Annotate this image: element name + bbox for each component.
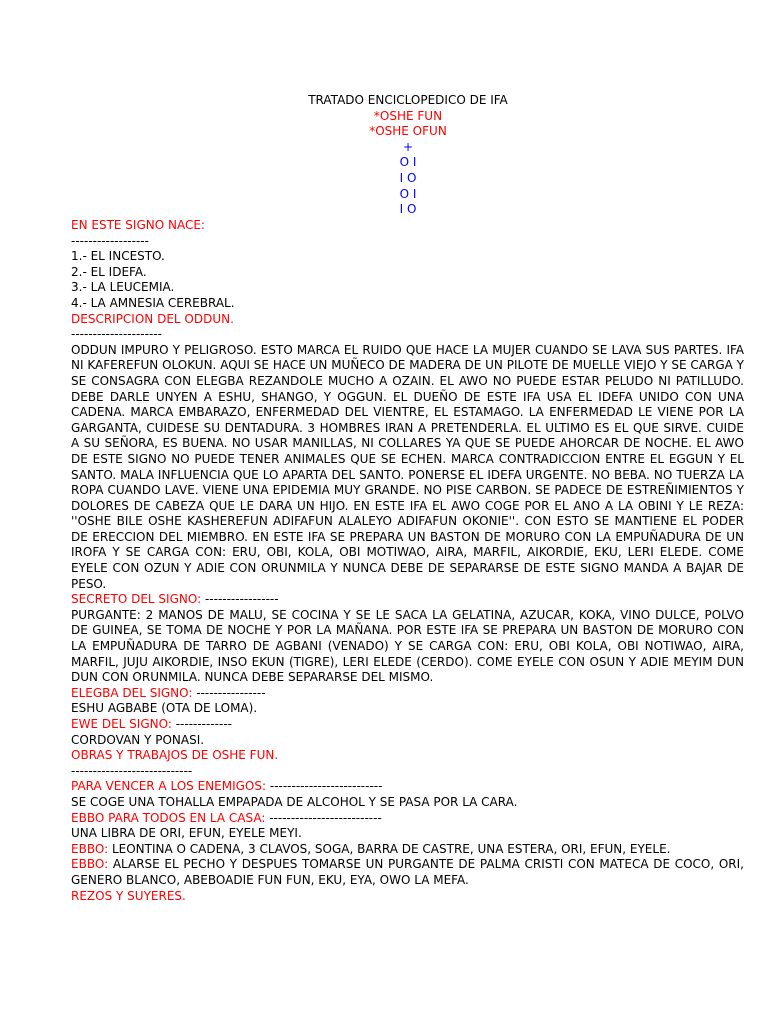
ebbo-label: EBBO: <box>71 841 109 856</box>
secreto-paragraph: PURGANTE: 2 MANOS DE MALU, SE COCINA Y SE LE SACA LA GELATINA, AZUCAR, KOKA, VINO DULCE, POLVO DE GUINEA, SE TOMA DE NOCHE Y POR LA MAÑANA. POR ESTE IFA SE PREPARA UN BASTON DE MORURO CON LA EMPUÑADURA DE TARRO DE AGBANI (VENADO) Y SE CARGA CON: ERU, OBI KOLA, OBI NOTIWAO, AIRA, MARFIL, JUJU AIKORDIE, INSO EKUN (TIGRE), LERI ELEDE (CERDO). COME EYELE CON OSUN Y ADIE MEYIM DUN DUN CON ORUNMILA. NUNCA DEBE SEPARARSE DEL MISMO. <box>71 607 744 685</box>
document-body <box>71 218 744 904</box>
section-heading-row-secreto <box>71 592 744 608</box>
ebbo-casa-text: UNA LIBRA DE ORI, EFUN, EYELE MEYI. <box>71 826 302 841</box>
descripcion-paragraph: ODDUN IMPURO Y PELIGROSO. ESTO MARCA EL RUIDO QUE HACE LA MUJER CUANDO SE LAVA SUS PARTES. IFA NI KAFEREFUN OLOKUN. AQUI SE HACE UN MUÑECO DE MADERA DE UN PILOTE DE MUELLE VIEJO Y SE CARGA Y SE CONSAGRA CON ELEGBA REZANDOLE MUCHO A OZAIN. EL AWO NO PUEDE ESTAR PELUDO NI PATILLUDO. DEBE DARLE UNYEN A ESHU, SHANGO, Y OGGUN. EL DUEÑO DE ESTE IFA USA EL IDEFA UNIDO CON UNA CADENA. MARCA EMBARAZO, ENFERMEDAD DEL VIENTRE, EL ESTAMAGO. LA ENFERMEDAD LE VIENE POR LA GARGANTA, CUIDESE SU DENTADURA. 3 HOMBRES IRAN A PRETENDERLA. EL ULTIMO ES EL QUE SIRVE. CUIDE A SU SEÑORA, ES BUENA. NO USAR MANILLAS, NI COLLARES YA QUE SE PUEDE AHORCAR DE NOCHE. EL AWO DE ESTE SIGNO NO PUEDE TENER ANIMALES QUE SE ECHEN. MARCA CONTRADICCION ENTRE EL EGGUN Y EL SANTO. MALA INFLUENCIA QUE LO APARTA DEL SANTO. PONERSE EL IDEFA URGENTE. NO BEBA. NO TUERZA LA ROPA CUANDO LAVE. VIENE UNA EPIDEMIA MUY GRANDE. NO PISE CARBON. SE PADECE DE ESTREÑIMIENTOS Y DOLORES DE CABEZA QUE LE DARA UN HIJO. EN ESTE IFA EL AWO COGE POR EL ANO A LA OBINI Y LE REZA: ''OSHE BILE OSHE KASHEREFUN ADIFAFUN ALALEYO ADIFAFUN OKONIE''. CON ESTO SE MANTIENE EL PODER DE ERECCION DEL MIEMBRO. EN ESTE IFA SE PREPARA UN BASTON DE MORURO CON LA EMPUÑADURA DE UN IROFA Y SE CARGA CON: ERU, OBI, KOLA, OBI MOTIWAO, AIRA, MARFIL, AIKORDIE, EKU, LERI ELEDE. COME EYELE CON OZUN Y ADIE CON ORUNMILA Y NUNCA DEBE DE SEPARARSE DE ESTE SIGNO MANDA A BAJAR DE PESO. <box>71 342 744 591</box>
sign-name-oshe-ofun: *OSHE OFUN <box>369 124 447 139</box>
section-rule: ------------------ <box>71 233 149 248</box>
section-rule: ---------------------------- <box>71 763 193 778</box>
list-item: 4.- LA AMNESIA CEREBRAL. <box>71 295 235 310</box>
section-rule: --------------------- <box>71 327 162 342</box>
sign-mark-3: O I <box>399 186 417 201</box>
elegba-text: ESHU AGBABE (OTA DE LOMA). <box>71 701 258 716</box>
list-item: 2.- EL IDEFA. <box>71 264 147 279</box>
ebbo-entry-1 <box>71 842 744 858</box>
section-heading-nace: EN ESTE SIGNO NACE: <box>71 218 205 232</box>
section-heading-row-vencer <box>71 779 744 795</box>
section-heading-row-ebbo-casa <box>71 811 744 827</box>
ebbo-text: ALARSE EL PECHO Y DESPUES TOMARSE UN PURGANTE DE PALMA CRISTI CON MATECA DE COCO, ORI, GENERO BLANCO, ABEBOADIE FUN FUN, EKU, EYA, OWO LA MEFA. <box>71 857 744 887</box>
section-heading-secreto: SECRETO DEL SIGNO: <box>71 592 202 607</box>
section-rule: ------------- <box>175 717 232 731</box>
section-rule: -------------------------- <box>269 810 382 825</box>
section-heading-obras: OBRAS Y TRABAJOS DE OSHE FUN. <box>71 748 279 763</box>
sign-plus: + <box>402 139 414 154</box>
ebbo-label: EBBO: <box>71 857 109 872</box>
section-rule: ----------------- <box>204 592 279 607</box>
sign-mark-4: I O <box>399 202 417 217</box>
ewe-text: CORDOVAN Y PONASI. <box>71 732 205 747</box>
section-heading-rezos: REZOS Y SUYERES. <box>71 888 186 903</box>
document-title: TRATADO ENCICLOPEDICO DE IFA <box>308 93 508 107</box>
sign-mark-1: O I <box>399 155 417 170</box>
list-item: 1.- EL INCESTO. <box>71 249 165 264</box>
ebbo-text: LEONTINA O CADENA, 3 CLAVOS, SOGA, BARRA DE CASTRE, UNA ESTERA, ORI, EFUN, EYELE. <box>111 841 671 856</box>
ebbo-entry-2 <box>71 857 744 888</box>
section-heading-elegba: ELEGBA DEL SIGNO: <box>71 685 193 700</box>
section-heading-row-elegba <box>71 686 744 702</box>
section-heading-ewe: EWE DEL SIGNO: <box>71 717 172 731</box>
section-heading-descripcion: DESCRIPCION DEL ODDUN. <box>71 311 234 326</box>
vencer-text: SE COGE UNA TOHALLA EMPAPADA DE ALCOHOL Y SE PASA POR LA CARA. <box>71 794 518 809</box>
section-rule: ---------------- <box>196 685 266 700</box>
document-header <box>0 93 768 218</box>
sign-mark-2: I O <box>399 170 417 185</box>
section-rule: -------------------------- <box>269 779 383 794</box>
section-heading-row-ewe <box>71 717 744 733</box>
section-heading-ebbo-casa: EBBO PARA TODOS EN LA CASA: <box>71 810 266 825</box>
list-item: 3.- LA LEUCEMIA. <box>71 280 175 295</box>
section-heading-vencer: PARA VENCER A LOS ENEMIGOS: <box>71 779 267 794</box>
sign-name-oshe-fun: *OSHE FUN <box>373 108 443 123</box>
